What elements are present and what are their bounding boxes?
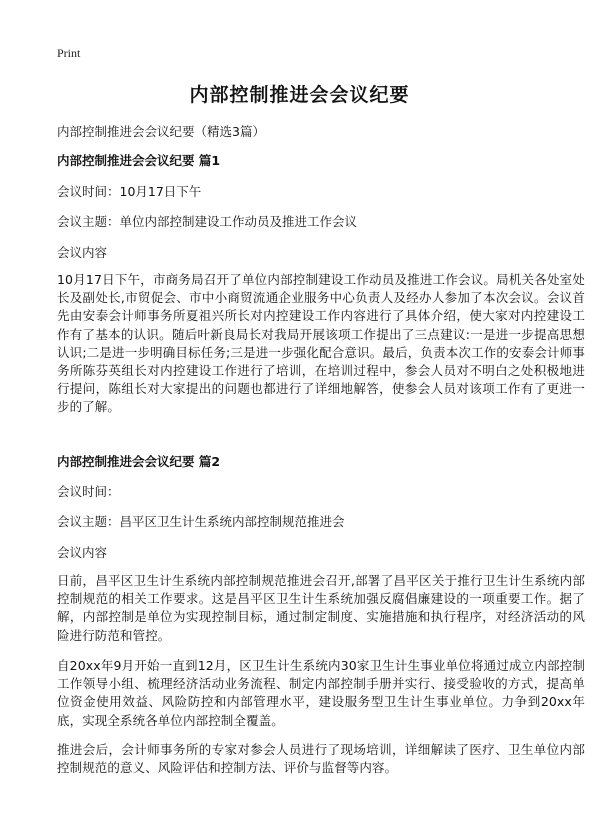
section-heading: 内部控制推进会会议纪要 篇2 xyxy=(57,454,221,469)
document-title: 内部控制推进会会议纪要 xyxy=(189,84,410,106)
body-paragraph: 自20xx年9月开始一直到12月，区卫生计生系统内30家卫生计生事业单位将通过成立内部控制工作领导小组、梳理经济活动业务流程、制定内部控制手册并实行、接受验收的方式，提高单位资金使用效益、风险防控和内部管理水平，建设服务型卫生计生事业单位。力争到20xx年底，实现全系统各单位内部控制全覆盖。 xyxy=(57,658,585,728)
body-paragraph: 推进会后，会计师事务所的专家对参会人员进行了现场培训，详细解读了医疗、卫生单位内部控制规范的意义、风险评估和控制方法、评价与监督等内容。 xyxy=(57,742,585,776)
content-label: 会议内容 xyxy=(57,245,108,260)
body-paragraph: 日前，昌平区卫生计生系统内部控制规范推进会召开,部署了昌平区关于推行卫生计生系统内部控制规范的相关工作要求。这是昌平区卫生计生系统加强反腐倡廉建设的一项重要工作。据了解，内部控制是单位为实现控制目标，通过制定制度、实施措施和执行程序，对经济活动的风险进行防范和管控。 xyxy=(57,573,585,643)
meeting-time: 会议时间：10月17日下午 xyxy=(57,184,202,199)
content-label: 会议内容 xyxy=(57,545,108,560)
meeting-time: 会议时间： xyxy=(57,484,120,499)
meeting-topic: 会议主题：昌平区卫生计生系统内部控制规范推进会 xyxy=(57,514,345,529)
body-paragraph: 10月17日下午，市商务局召开了单位内部控制建设工作动员及推进工作会议。局机关各处室处长及副处长,市贸促会、市中小商贸流通企业服务中心负责人及经办人参加了本次会议。会议首先由安泰会计师事务所夏祖兴所长对内控建设工作内容进行了具体介绍，使大家对内控建设工作有了基本的认识。随后叶新良局长对我局开展该项工作提出了三点建议:一是进一步提高思想认识;二是进一步明确目标任务;三是进一步强化配合意识。最后，负责本次工作的安泰会计师事务所陈芬英组长对内控建设工作进行了培训，在培训过程中，参会人员对不明白之处积极地进行提问，陈组长对大家提出的问题也都进行了详细地解答，使参会人员对该项工作有了更进一步的了解。 xyxy=(57,272,585,415)
print-label[interactable]: Print xyxy=(57,46,81,60)
document-subtitle: 内部控制推进会会议纪要（精选3篇） xyxy=(57,124,265,139)
meeting-topic: 会议主题：单位内部控制建设工作动员及推进工作会议 xyxy=(57,214,358,229)
section-heading: 内部控制推进会会议纪要 篇1 xyxy=(57,153,221,168)
